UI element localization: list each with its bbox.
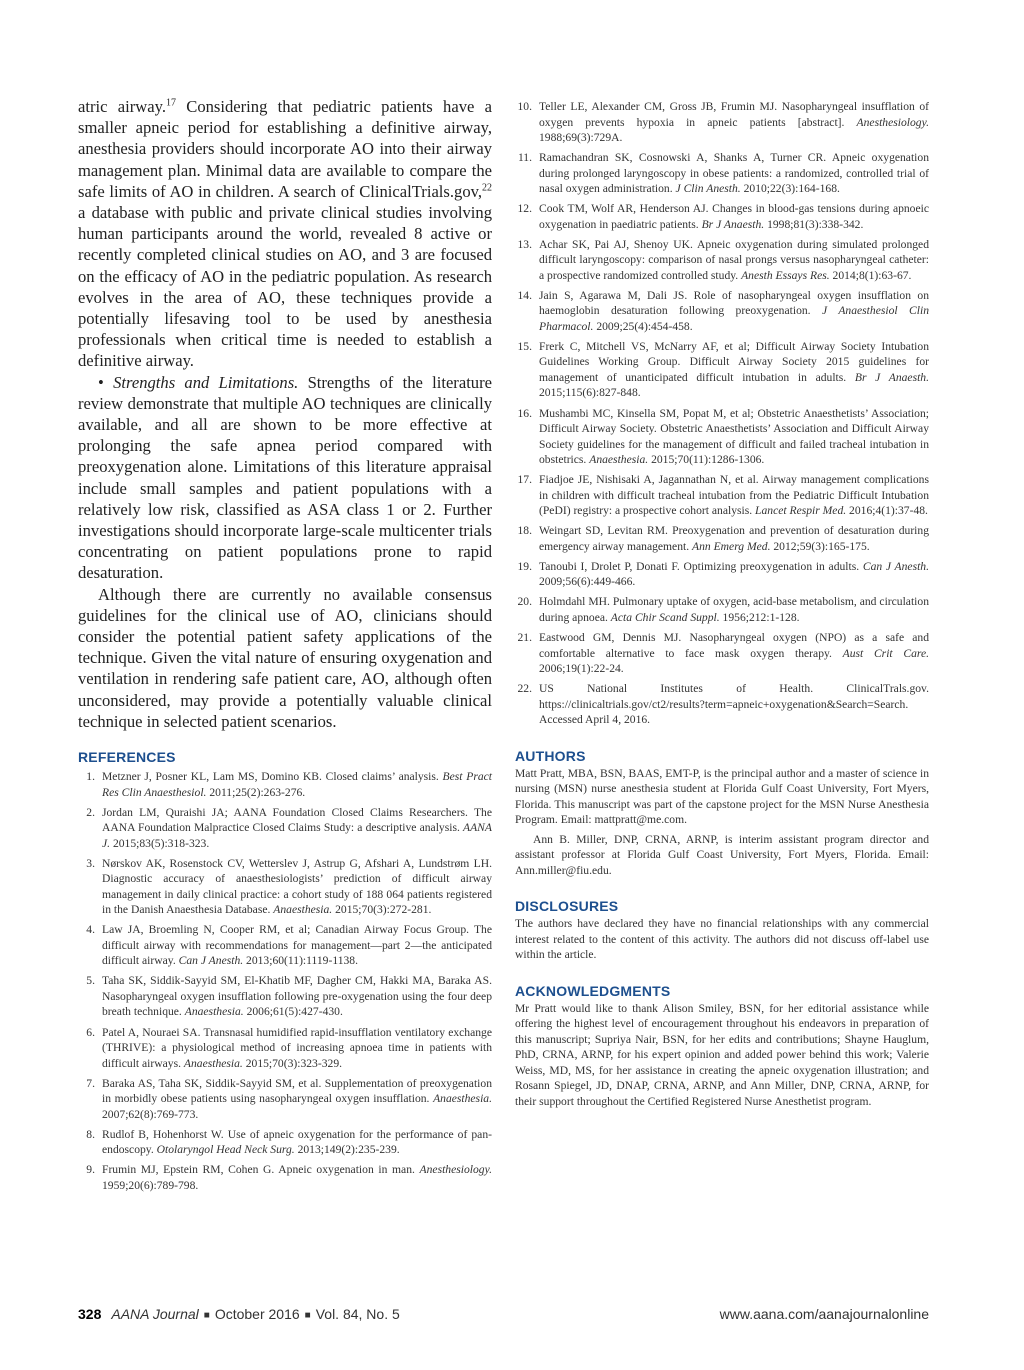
references-heading: REFERENCES [78,749,176,766]
reference-journal: Lancet Respir Med. [755,504,847,518]
reference-number: 19. [517,559,532,573]
reference-authors-title: Metzner J, Posner KL, Lam MS, Domino KB. Closed claims’ analysis. [102,770,443,784]
reference-citation: 2013;149(2):235-239. [294,1143,400,1157]
reference-item [515,339,929,401]
reference-text [539,406,929,468]
reference-text [102,1127,492,1158]
disclosures-heading: DISCLOSURES [515,898,619,915]
reference-citation: 2006;19(1):22-24. [539,662,624,676]
reference-citation: 1959;20(6):789-798. [102,1178,199,1192]
reference-text [539,523,929,554]
authors-heading: AUTHORS [515,747,586,764]
para2-text: Strengths of the literature review demonstrate that multiple AO techniques are clinically available, and all are shown to be more effective at prolonging the safe apnea period compared with preoxygenation alone. Limitations of this literature appraisal include small samples and patient populations with a relatively low risk, classified as ASA class 1 or 2. Further investigations should incorporate large-scale multicenter trials concentrating on patient populations prone to rapid desaturation. [78,372,492,583]
reference-journal: Can J Anesth. [178,954,244,968]
reference-text [539,594,929,625]
reference-item [78,1076,492,1123]
journal-name: AANA Journal [111,1306,199,1322]
para1-text-c: a database with public and private clinical studies involving human participants around the world, revealed 8 active or recently completed clinical studies on AO, and 3 are focused on the efficacy of AO in the pediatric population. As research evolves in the area of AO, these techniques provide a potentially lifesaving tool to be used by anesthesia professionals when critical time is needed to establish a definitive airway. [78,203,492,371]
reference-authors-title: Mushambi MC, Kinsella SM, Popat M, et al; Obstetric Anaesthetists’ Association; Difficult Airway Society. Obstetric Anaesthetists’ Association and Difficult Airway Society guidelines for the management of difficult and failed tracheal intubation in obstetrics. [539,406,929,467]
reference-item [78,805,492,852]
reference-item [78,922,492,969]
reference-authors-title: Holmdahl MH. Pulmonary uptake of oxygen, acid-base metabolism, and circulation during apnoea. [539,595,929,624]
reference-citation: 2006;61(5):427-430. [243,1005,343,1019]
references-list-left [78,769,492,1193]
reference-item [515,237,929,284]
reference-item [78,769,492,800]
reference-citation: 2007;62(8):769-773. [102,1107,199,1121]
reference-authors-title: Achar SK, Pai AJ, Shenoy UK. Apneic oxygenation during simulated prolonged difficult laryngoscopy: comparison of nasal prongs versus nasopharyngeal catheter: a prospective randomized controlled study. [539,237,929,282]
reference-text [539,201,929,232]
reference-citation: 2015;115(6):827-848. [539,386,641,400]
reference-item [515,99,929,146]
reference-journal: Anaesthesia. [433,1092,492,1106]
reference-text [539,339,929,401]
reference-text [102,1025,492,1072]
reference-item [515,523,929,554]
reference-authors-title: Patel A, Nouraei SA. Transnasal humidified rapid-insufflation ventilatory exchange (THRIVE): a physiological method of increasing apnoea time in patients with difficult airways. [102,1025,492,1070]
reference-item [515,150,929,197]
reference-text [539,150,929,197]
reference-number: 21. [517,631,532,645]
reference-journal: AANA J. [102,821,492,850]
reference-journal: Anesthesiology. [419,1163,492,1177]
reference-number: 17. [517,473,532,487]
reference-item [515,406,929,468]
reference-text [102,856,492,918]
reference-citation: 2016;4(1):37-48. [846,504,928,518]
references-list-right [515,99,929,728]
reference-journal: Ann Emerg Med. [692,539,771,553]
reference-authors-title: Fiadjoe JE, Nishisaki A, Jagannathan N, et al. Airway management complications in children with difficult tracheal intubation from the Pediatric Difficult Intubation (PeDI) registry: a prospective cohort analysis. [539,473,929,518]
reference-number: 15. [517,339,532,353]
volume-info: Vol. 84, No. 5 [315,1306,400,1322]
reference-citation: 2015;83(5):318-323. [110,836,210,850]
reference-number: 20. [517,595,532,609]
reference-authors-title: Weingart SD, Levitan RM. Preoxygenation and prevention of desaturation during emergency airway management. [539,524,929,553]
reference-authors-title: Taha SK, Siddik-Sayyid SM, El-Khatib MF, Dagher CM, Hakki MA, Baraka AS. Nasopharyngeal oxygen insufflation following pre-oxygenation using the four deep breath technique. [102,974,492,1019]
author-bio-1: Matt Pratt, MBA, BSN, BAAS, EMT-P, is the principal author and a master of science in nursing (MSN) nurse anesthesia student at Florida Gulf Coast University, Fort Myers, Florida. This manuscript was part of the capstone project for the MSN Nurse Anesthesia Program. Email: mattpratt@me.com. [515,766,929,827]
reference-journal: Anaesthesia. [184,1005,244,1019]
reference-journal: Anaesthesia. [273,903,333,917]
reference-citation: 2015;70(3):272-281. [332,903,432,917]
left-column [78,96,492,1198]
body-paragraph-3: Although there are currently no available consensus guidelines for the clinical use of AO, clinicians should consider the potential patient safety applications of the technique. Given the vital nature of ensuring oxygenation and ventilation in rendering safe patient care, AO, although often unconsidered, may provide a potentially valuable clinical technique in selected patient scenarios. [78,584,492,731]
reference-journal: Anesth Essays Res. [741,268,830,282]
reference-item [515,594,929,625]
para1-text-b: Considering that pediatric patients have a smaller apneic period for establishing a definitive airway, anesthesia providers should incorporate AO into their airway management plan. Minimal data are available to compare the safe limits of AO in children. A search of ClinicalTrials.gov, [78,97,493,201]
reference-number: 11. [517,151,532,165]
reference-citation: 2010;22(3):164-168. [740,182,840,196]
reference-number: 16. [517,406,532,420]
reference-number: 2. [86,805,95,819]
reference-journal: Br J Anaesth. [854,370,929,384]
reference-authors-title: Eastwood GM, Dennis MJ. Nasopharyngeal oxygen (NPO) as a safe and comfortable alternative to face mask oxygen therapy. [539,631,929,660]
reference-journal: J Clin Anesth. [675,182,741,196]
reference-number: 3. [86,856,95,870]
reference-number: 8. [86,1127,95,1141]
body-paragraph-1 [78,96,492,372]
right-column [515,99,929,1109]
reference-item [515,681,929,728]
reference-item [78,1127,492,1158]
reference-citation: 1988;69(3):729A. [539,131,623,144]
reference-authors-title: Cook TM, Wolf AR, Henderson AJ. Changes in blood-gas tensions during apnoeic oxygenation in paediatric patients. [539,202,929,231]
separator-icon: ■ [203,1310,210,1321]
reference-text [539,681,929,728]
reference-number: 1. [86,770,95,784]
reference-text [102,1162,492,1193]
reference-text [539,559,929,590]
reference-journal: Otolaryngol Head Neck Surg. [156,1143,295,1157]
reference-number: 13. [517,237,532,251]
reference-text [539,99,929,146]
reference-citation: 2014;8(1):63-67. [829,268,912,282]
page-number: 328 [78,1306,102,1322]
reference-authors-title: Tanoubi I, Drolet P, Donati F. Optimizing preoxygenation in adults. [539,559,863,573]
reference-citation: 2015;70(3):323-329. [242,1056,343,1070]
strengths-heading: Strengths and Limitations. [113,372,299,392]
reference-journal: Best Pract Res Clin Anaesthesiol. [102,770,492,799]
reference-item [78,856,492,918]
reference-journal: Aust Crit Care. [842,646,929,660]
disclosures-text: The authors have declared they have no financial relationships with any commercial interest related to the content of this activity. The authors did not discuss off-label use within the article. [515,917,929,962]
reference-number: 6. [86,1025,95,1039]
citation-superscript: 17 [165,97,176,109]
separator-icon: ■ [304,1310,311,1321]
reference-item [515,201,929,232]
reference-authors-title: Frerk C, Mitchell VS, McNarry AF, et al; Difficult Airway Society Intubation Guidelines Working Group. Difficult Airway Society 2015 guidelines for management of unanticipated difficult intubation in adults. [539,339,929,384]
reference-authors-title: Frumin MJ, Epstein RM, Cohen G. Apneic oxygenation in man. [102,1163,420,1177]
reference-item [78,973,492,1020]
reference-citation: 2012;59(3):165-175. [770,539,870,553]
reference-number: 12. [517,202,532,216]
reference-text [539,237,929,284]
reference-citation: 2011;25(2):263-276. [206,785,306,799]
reference-number: 9. [86,1163,95,1177]
reference-authors-title: Baraka AS, Taha SK, Siddik-Sayyid SM, et al. Supplementation of preoxygenation in morbidly obese patients using nasopharyngeal oxygen insufflation. [102,1076,492,1106]
reference-authors-title: Ramachandran SK, Cosnowski A, Shanks A, Turner CR. Apneic oxygenation during prolonged laryngoscopy in obese patients: a randomized, controlled trial of nasal oxygen administration. [539,151,929,196]
reference-text [102,973,492,1020]
reference-item [515,559,929,590]
citation-superscript: 22 [482,182,492,194]
reference-citation: 2013;60(11):1119-1138. [243,954,358,968]
reference-authors-title: Rudlof B, Hohenhorst W. Use of apneic oxygenation for the performance of pan-endoscopy. [102,1127,492,1157]
reference-text [539,472,929,519]
reference-number: 22. [517,682,532,696]
reference-text [539,288,929,335]
reference-authors-title: Jain S, Agarawa M, Dali JS. Role of nasopharyngeal oxygen insufflation on haemoglobin desaturation following preoxygenation. [539,288,929,318]
reference-journal: Br J Anaesth. [701,217,765,231]
reference-authors-title: Nørskov AK, Rosenstock CV, Wetterslev J, Astrup G, Afshari A, Lundstrøm LH. Diagnostic accuracy of anaesthesiologists’ prediction of difficult airway management in daily clinical practice: a cohort study of 188 064 patients registered in the Danish Anaesthesia Database. [102,856,492,917]
reference-text [539,630,929,677]
reference-number: 7. [86,1076,95,1090]
reference-authors-title: Teller LE, Alexander CM, Gross JB, Frumin MJ. Nasopharyngeal insufflation of oxygen prevents hypoxia in apneic patients [abstract]. [539,100,929,129]
reference-citation: 2015;70(11):1286-1306. [648,453,765,467]
reference-journal: Can J Anesth. [862,559,929,573]
reference-item [78,1162,492,1193]
acknowledgments-text: Mr Pratt would like to thank Alison Smiley, BSN, for her editorial assistance while offering the highest level of encouragement throughout his endeavors in preparation of this manuscript; Supriya Nair, BSN, for her edits and contributions; Shayne Hauglum, PhD, CRNA, ARNP, for his expert opinion and added power behind this work; Valerie Weiss, MD, MS, for her assistance in creating the apneic oxygenation illustration; and Rosann Spiegel, JD, DNAP, CRNA, ARNP, and Ann Miller, DNP, CRNA, ARNP, for their support throughout the Certified Registered Nurse Anesthetist program. [515,1001,929,1108]
reference-authors-title: Law JA, Broemling N, Cooper RM, et al; Canadian Airway Focus Group. The difficult airway with recommendations for management—part 2—the anticipated difficult airway. [102,923,492,968]
reference-number: 14. [517,288,532,302]
reference-authors-title: US National Institutes of Health. ClinicalTrals.gov. https://clinicaltrials.gov/ct2/results?term=apneic+oxygenation&Search=Search. Accessed April 4, 2016. [539,682,929,727]
reference-citation: 1998;81(3):338-342. [764,217,864,231]
body-paragraph-2 [78,372,492,584]
author-bio-2: Ann B. Miller, DNP, CRNA, ARNP, is interim assistant program director and assistant professor at Florida Gulf Coast University, Fort Myers, Florida. Email: Ann.miller@fiu.edu. [515,832,929,877]
para1-text-a: atric airway. [78,97,166,116]
reference-item [515,630,929,677]
reference-authors-title: Jordan LM, Quraishi JA; AANA Foundation Closed Claims Researchers. The AANA Foundation Malpractice Closed Claims Study: a descriptive analysis. [102,805,492,835]
reference-journal: Anaesthesia. [589,453,649,467]
reference-number: 4. [86,923,95,937]
reference-item [515,288,929,335]
reference-journal: Anaesthesia. [183,1056,243,1070]
reference-text [102,769,492,800]
reference-text [102,1076,492,1123]
page-footer [78,1306,929,1326]
journal-url-link[interactable]: www.aana.com/aanajournalonline [719,1306,929,1322]
reference-number: 5. [86,974,95,988]
reference-citation: 2009;56(6):449-466. [539,575,636,589]
acknowledgments-heading: ACKNOWLEDGMENTS [515,982,671,999]
reference-text [102,805,492,852]
reference-number: 10. [517,100,532,113]
reference-citation: 1956;212:1-128. [719,610,800,624]
bullet: • [98,372,114,392]
reference-item [515,472,929,519]
reference-text [102,922,492,969]
reference-journal: Anesthesiology. [856,115,929,129]
reference-journal: Acta Chir Scand Suppl. [610,610,720,624]
reference-item [78,1025,492,1072]
reference-citation: 2009;25(4):454-458. [593,319,693,333]
reference-number: 18. [517,524,532,538]
reference-journal: J Anaesthesiol Clin Pharmacol. [539,304,929,333]
issue-date: October 2016 [214,1306,300,1322]
